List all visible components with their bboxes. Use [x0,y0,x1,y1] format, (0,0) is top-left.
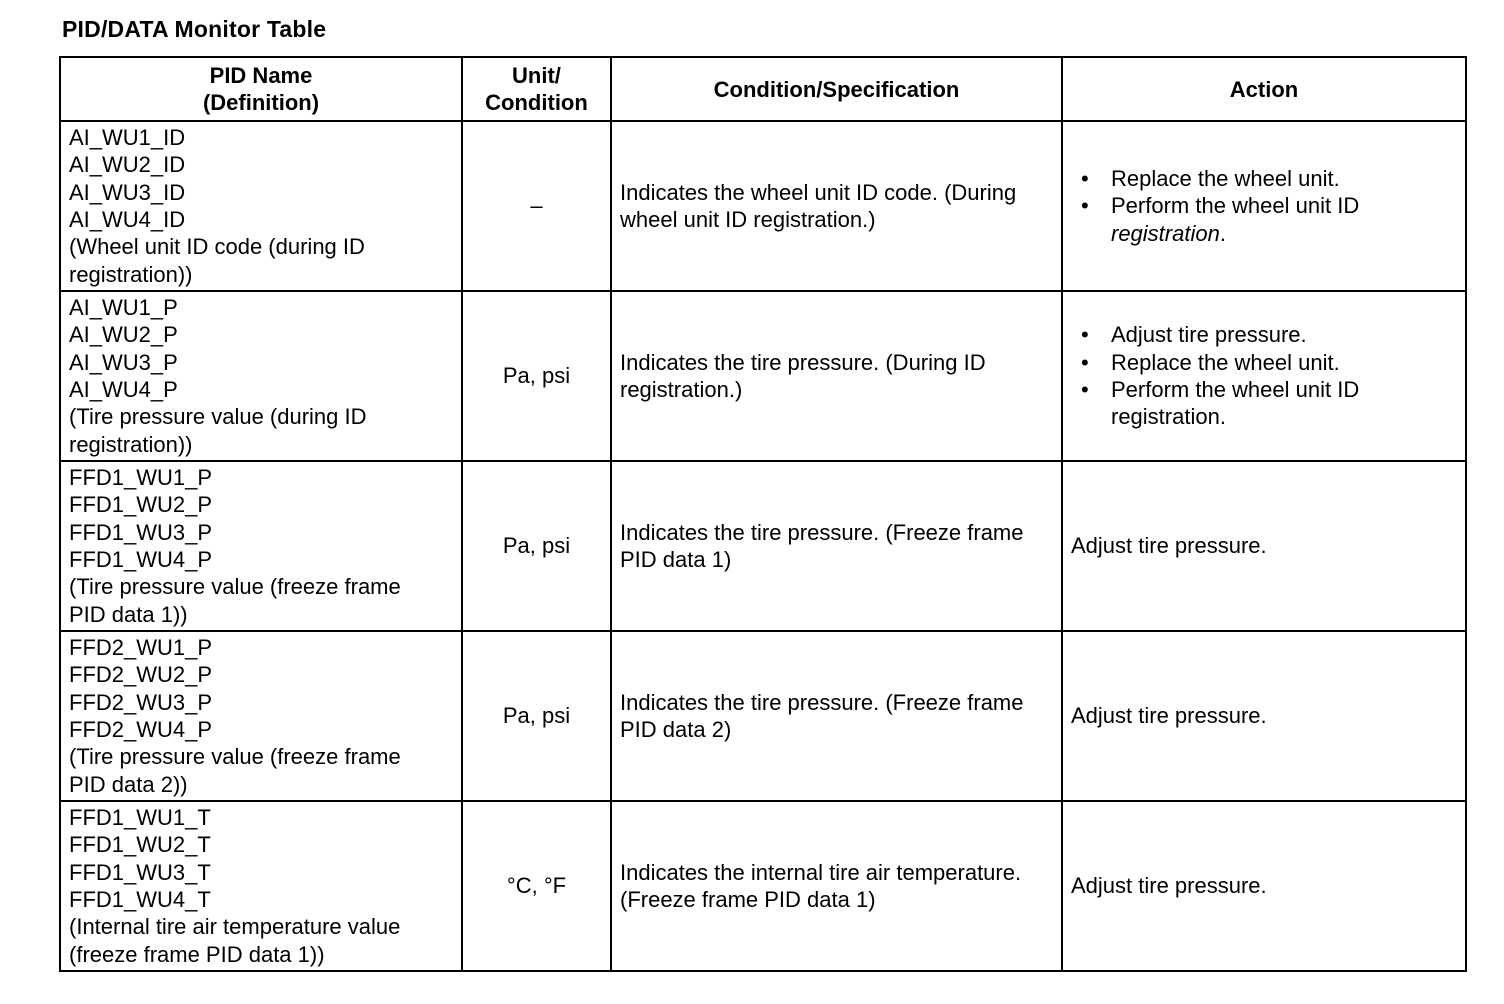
pid-name-line: FFD2_WU1_P [69,635,213,661]
pid-name-cell [60,801,462,971]
pid-definition-line: (Wheel unit ID code (during ID [69,234,365,260]
header-unit-condition [462,57,611,121]
pid-name-line: FFD1_WU2_T [69,832,211,858]
table-row [60,801,1466,971]
action-item-italic-text: registration [1111,220,1220,246]
pid-name-line: AI_WU4_P [69,377,178,402]
header-pid-name-line1: PID Name [209,63,313,88]
pid-name-line: FFD1_WU1_P [69,465,213,491]
action-item: • Replace the wheel unit. [1111,349,1457,376]
action-list [1071,321,1457,430]
pid-data-monitor-table [59,56,1467,972]
page-title: PID/DATA Monitor Table [62,16,327,42]
table-header-row [60,57,1466,121]
pid-name-line: AI_WU3_ID [69,179,186,205]
pid-name-cell [60,121,462,291]
pid-definition-line: PID data 1)) [69,601,188,627]
pid-name-line: FFD1_WU4_T [69,887,211,912]
pid-name-line: FFD2_WU2_P [69,662,213,688]
condition-cell: Indicates the tire pressure. (Freeze frame PID data 2) [611,631,1062,801]
pid-name-line: AI_WU1_P [69,295,178,321]
table-row [60,121,1466,291]
action-item: • Adjust tire pressure. [1111,321,1457,348]
condition-cell: Indicates the wheel unit ID code. (During wheel unit ID registration.) [611,121,1062,291]
pid-name-line: AI_WU2_P [69,322,178,348]
pid-name-line: FFD2_WU3_P [69,689,213,715]
unit-cell: Pa, psi [462,461,611,631]
unit-cell: °C, °F [462,801,611,971]
pid-name-line: AI_WU2_ID [69,152,186,178]
condition-cell: Indicates the tire pressure. (Freeze frame PID data 1) [611,461,1062,631]
header-pid-name-line2: (Definition) [202,90,320,115]
action-cell: Adjust tire pressure. [1062,801,1466,971]
pid-name-line: FFD1_WU2_P [69,492,213,518]
pid-definition-line: (Tire pressure value (freeze frame [69,744,401,770]
action-item-suffix: . [1219,220,1226,246]
pid-name-cell [60,631,462,801]
unit-cell: – [462,121,611,291]
table-row [60,631,1466,801]
header-unit-line1: Unit/ [512,63,561,88]
header-condition-specification: Condition/Specification [611,57,1062,121]
header-action: Action [1062,57,1466,121]
pid-name-line: FFD1_WU3_P [69,519,213,545]
action-cell [1062,121,1466,291]
pid-name-line: AI_WU3_P [69,349,178,375]
action-cell [1062,291,1466,461]
header-unit-line2: Condition [485,90,588,115]
unit-cell: Pa, psi [462,291,611,461]
action-list [1071,165,1457,247]
pid-name-cell [60,461,462,631]
action-item: • Perform the wheel unit ID registration. [1111,376,1457,431]
action-item: • Replace the wheel unit. [1111,165,1457,192]
pid-name-line: AI_WU4_ID [69,207,186,232]
table-row [60,291,1466,461]
pid-name-line: FFD2_WU4_P [69,717,213,742]
action-item [1111,192,1457,247]
pid-definition-line: (Internal tire air temperature value [69,914,401,940]
action-cell: Adjust tire pressure. [1062,461,1466,631]
pid-name-line: FFD1_WU1_T [69,805,211,831]
pid-definition-line: registration)) [69,261,193,287]
pid-definition-line: PID data 2)) [69,771,188,797]
pid-definition-line: (Tire pressure value (during ID [69,404,367,430]
pid-definition-line: (freeze frame PID data 1)) [69,941,325,967]
header-pid-name [60,57,462,121]
action-cell: Adjust tire pressure. [1062,631,1466,801]
pid-definition-line: registration)) [69,431,193,457]
condition-cell: Indicates the tire pressure. (During ID registration.) [611,291,1062,461]
pid-name-cell [60,291,462,461]
pid-name-line: FFD1_WU3_T [69,859,211,885]
pid-name-line: FFD1_WU4_P [69,547,213,572]
pid-definition-line: (Tire pressure value (freeze frame [69,574,401,600]
pid-name-line: AI_WU1_ID [69,125,186,151]
action-item-text: Perform the wheel unit ID [1111,193,1360,219]
table-row [60,461,1466,631]
unit-cell: Pa, psi [462,631,611,801]
condition-cell: Indicates the internal tire air temperature. (Freeze frame PID data 1) [611,801,1062,971]
